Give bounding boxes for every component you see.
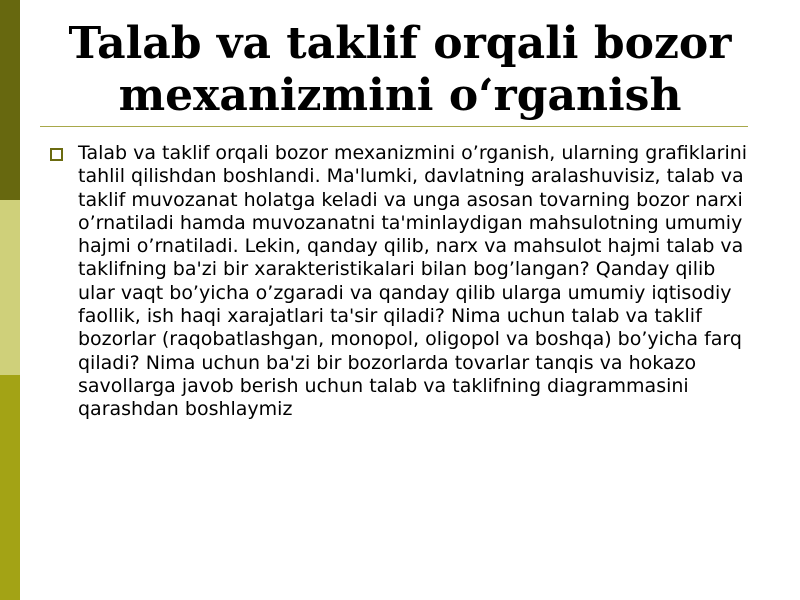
slide-title-line-1: Talab va taklif orqali bozor: [68, 18, 732, 69]
square-bullet-icon: [50, 148, 63, 161]
body-paragraph: Talab va taklif orqali bozor mexanizmini o’rganish, ularning grafiklarini tahlil qilishdan boshlandi. Ma'lumki, davlatning aralashuvisiz, talab va taklif muvozanat holatga keladi va unga asosan tovarning bozor narxi o’rnatiladi hamda muvozanatni ta'minlaydigan mahsulotning umumiy hajmi o’rnatiladi. Lekin, qanday qilib, narx va mahsulot hajmi talab va taklifning ba'zi bir xarakteristikalari bilan bog’langan? Qanday qilib ular vaqt bo’yicha o’zgaradi va qanday qilib ularga umumiy iqtisodiy faollik, ish haqi xarajatlari ta'sir qiladi? Nima uchun talab va taklif bozorlar (raqobatlashgan, monopol, oligopol va boshqa) bo’yicha farq qiladi? Nima uchun ba'zi bir bozorlarda tovarlar tanqis va hokazo savollarga javob berish uchun talab va taklifning diagrammasini qarashdan boshlaymiz: [78, 142, 748, 421]
slide-title-line-2: mexanizmini oʻrganish: [118, 70, 682, 121]
sidebar-accent-dark: [0, 0, 20, 200]
sidebar-accent-light: [0, 200, 20, 375]
slide-title: [40, 18, 760, 122]
sidebar-accent-mid: [0, 375, 20, 600]
title-divider: [40, 126, 748, 127]
